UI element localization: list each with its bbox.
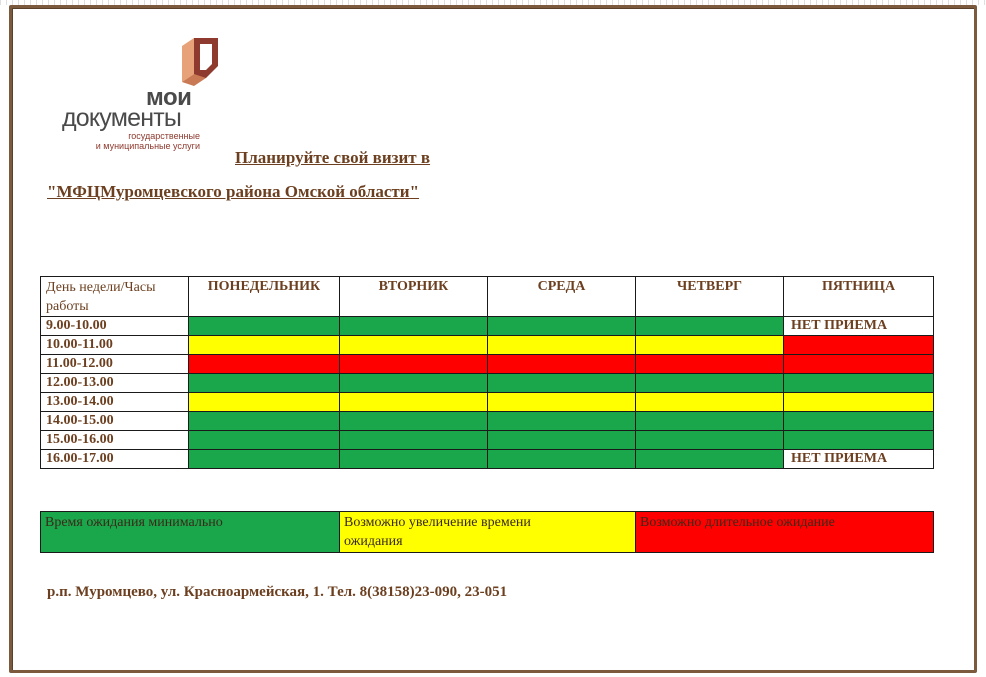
table-row [41,336,934,355]
wait-status-cell [340,450,488,469]
wait-status-cell [189,355,340,374]
day-header-friday: ПЯТНИЦА [784,277,934,317]
wait-status-cell [488,355,636,374]
logo-text-moi: мои [146,84,192,111]
wait-status-cell [340,412,488,431]
table-row [41,374,934,393]
legend-yellow-line-2: ожидания [344,534,403,549]
wait-status-cell [636,355,784,374]
wait-status-cell [189,336,340,355]
schedule-table [40,276,934,469]
time-slot-label: 13.00-14.00 [41,393,189,412]
wait-status-cell [189,450,340,469]
day-header-thursday: ЧЕТВЕРГ [636,277,784,317]
table-row [41,317,934,336]
time-slot-label: 15.00-16.00 [41,431,189,450]
time-slot-label: 16.00-17.00 [41,450,189,469]
wait-status-cell [340,317,488,336]
wait-status-cell [340,431,488,450]
wait-status-cell [189,374,340,393]
legend-red: Возможно длительное ожидание [636,512,934,553]
wait-status-cell [488,336,636,355]
heading-line-2: "МФЦМуромцевского района Омской области" [47,182,420,201]
corner-header-line-1: День недели/Часы [46,280,156,295]
wait-status-cell [636,393,784,412]
wait-status-cell [636,374,784,393]
wait-status-cell [340,374,488,393]
heading-line-1: Планируйте свой визит в [235,148,431,167]
wait-status-cell [784,431,934,450]
wait-status-cell [488,450,636,469]
wait-status-cell [189,412,340,431]
time-slot-label: 11.00-12.00 [41,355,189,374]
wait-status-cell [488,374,636,393]
table-row [41,412,934,431]
corner-header [41,277,189,317]
wait-status-cell [488,393,636,412]
mfc-document-icon [180,36,220,86]
no-reception-cell: НЕТ ПРИЕМА [784,450,934,469]
time-slot-label: 14.00-15.00 [41,412,189,431]
logo-subtitle-1: государственные [128,131,200,141]
table-row [41,450,934,469]
logo-subtitle-2: и муниципальные услуги [95,141,200,151]
wait-status-cell [784,336,934,355]
wait-status-cell [488,431,636,450]
legend-row [41,512,934,553]
wait-status-cell [784,412,934,431]
wait-status-cell [488,317,636,336]
wait-status-cell [784,355,934,374]
table-row [41,393,934,412]
legend-green: Время ожидания минимально [41,512,340,553]
time-slot-label: 9.00-10.00 [41,317,189,336]
wait-status-cell [784,393,934,412]
wait-status-cell [636,450,784,469]
legend-yellow-line-1: Возможно увеличение времени [344,515,531,530]
logo-text-dokumenty: документы [62,104,182,132]
legend-yellow [340,512,636,553]
wait-status-cell [189,393,340,412]
wait-status-cell [340,393,488,412]
wait-status-cell [340,336,488,355]
wait-status-cell [636,336,784,355]
wait-status-cell [189,317,340,336]
time-slot-label: 10.00-11.00 [41,336,189,355]
wait-status-cell [636,412,784,431]
table-row [41,355,934,374]
day-header-monday: ПОНЕДЕЛЬНИК [189,277,340,317]
day-header-tuesday: ВТОРНИК [340,277,488,317]
footer-address: р.п. Муромцево, ул. Красноармейская, 1. Тел. 8(38158)23-090, 23-051 [47,584,508,600]
mfc-logo [62,36,212,156]
time-slot-label: 12.00-13.00 [41,374,189,393]
table-row [41,431,934,450]
day-header-wednesday: СРЕДА [488,277,636,317]
wait-status-cell [340,355,488,374]
no-reception-cell: НЕТ ПРИЕМА [784,317,934,336]
wait-status-cell [488,412,636,431]
corner-header-line-2: работы [46,299,89,314]
table-header-row [41,277,934,317]
wait-status-cell [189,431,340,450]
wait-status-cell [636,431,784,450]
legend-table [40,511,934,553]
wait-status-cell [784,374,934,393]
wait-status-cell [636,317,784,336]
